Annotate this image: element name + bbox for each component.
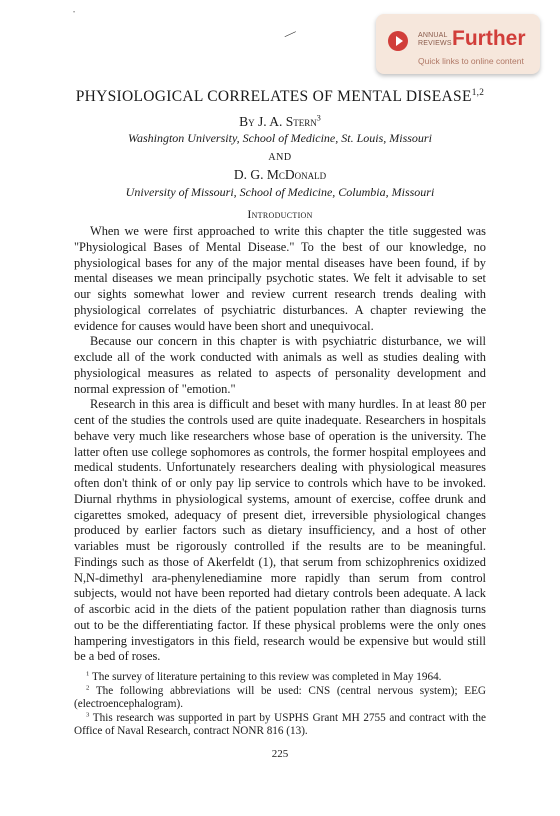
article-title-text: PHYSIOLOGICAL CORRELATES OF MENTAL DISEASE <box>75 88 472 105</box>
badge-further: Further <box>452 27 526 50</box>
article-title <box>0 88 560 106</box>
footnote-text: This research was supported in part by USPHS Grant MH 2755 and contract with the Office of Naval Research, contract NONR 816 (13). <box>74 711 486 738</box>
author-1-footnote-mark: 3 <box>316 113 321 123</box>
footnote-mark: 2 <box>86 683 90 691</box>
author-1 <box>0 114 560 130</box>
footnote-text: The survey of literature pertaining to this review was completed in May 1964. <box>91 671 442 683</box>
affiliation-1: Washington University, School of Medicine, St. Louis, Missouri <box>128 131 432 145</box>
paragraph: Research in this area is difficult and beset with many hurdles. In at least 80 per cent of the studies the controls used are quite inadequate. Researchers in hospitals behave very much like researchers whose base of operation is the university. The latter often use college sophomores as controls, the former hospital employees and medical students. Unfortunately researchers dealing with physiological measures often don't think of or only pay lip service to controls which have to be invoked. Diurnal rhythms in physiological systems, amount of exercise, coffee drunk and cigarettes smoked, adequacy of present diet, irreversible physiological changes produced by earlier factors such as dietary insufficiency, and a host of other variables must be rigorously controlled if the results are to be meaningful. Findings such as those of Akerfeldt (1), that serum from schizophrenics oxidized N,N-dimethyl ara-phenylenediamine more rapidly than serum from control subjects, would not have been reported had dietary controls been adequate. A lack of ascorbic acid in the diets of the patient population rather than diagnosis turns out to be the differentiating factor. If these physical problems were the only ones hampering investigators in this field, research would be expensive but would still be a bed of roses. <box>74 397 486 664</box>
footnote-mark: 3 <box>86 711 90 719</box>
paragraph: Because our concern in this chapter is with psychiatric disturbance, we will exclude all of the work conducted with animals as well as studies dealing with physiological measures as related to aspects of personality development and normal expression of "emotion." <box>74 334 486 396</box>
paragraph: When we were first approached to write this chapter the title suggested was "Physiological Bases of Mental Disease." To the best of our knowledge, no physiological bases for any of the major mental diseases have been found, if by mental diseases we mean principally psychotic states. We felt it advisable to set our sights somewhat lower and review current research trends dealing with physiological correlates of psychiatric disturbances. A chapter reviewing the evidence for causes would have been short and unequivocal. <box>74 224 486 333</box>
play-arrow-icon <box>388 31 408 51</box>
stray-mark: • <box>73 10 76 16</box>
badge-quick-links: Quick links to online content <box>418 56 524 66</box>
footnote-mark: 1 <box>86 670 90 678</box>
author-2 <box>0 167 560 183</box>
author-2-name: D. G. McDonald <box>233 167 327 182</box>
footnote <box>74 712 486 739</box>
footnote <box>74 671 486 685</box>
stray-dash-mark: — <box>281 24 299 42</box>
footnote <box>74 685 486 712</box>
page-number: 225 <box>271 748 289 760</box>
footnote-text: The following abbreviations will be used: CNS (central nervous system); EEG (electroencephalogram). <box>74 684 486 711</box>
affiliation-2: University of Missouri, School of Medicine, Columbia, Missouri <box>125 185 435 199</box>
badge-annual-reviews: ANNUAL REVIEWS <box>418 32 452 47</box>
and-separator: AND <box>268 152 292 163</box>
title-footnote-marks: 1,2 <box>471 87 485 98</box>
author-1-name: By J. A. Stern <box>239 114 317 129</box>
footnotes <box>74 671 486 739</box>
article-body <box>74 224 486 665</box>
annual-reviews-further-badge[interactable] <box>376 14 540 74</box>
section-heading: Introduction <box>247 207 313 221</box>
